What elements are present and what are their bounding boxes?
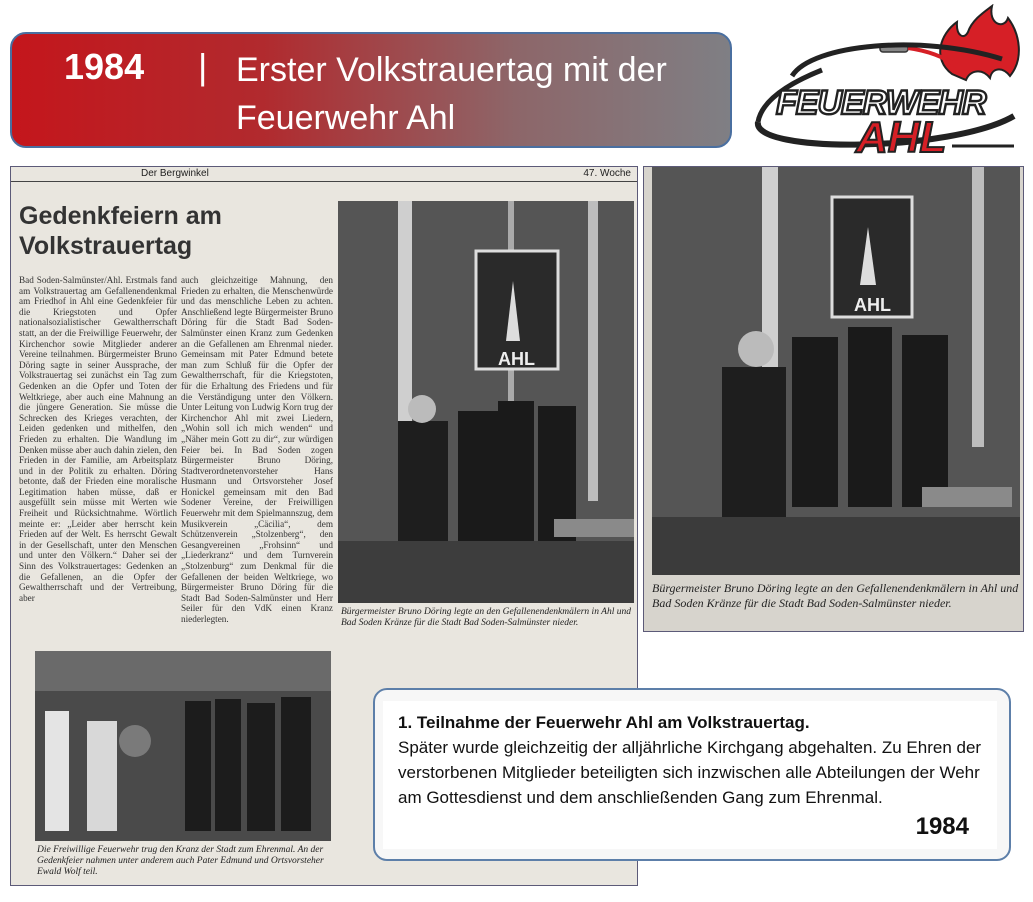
title-banner	[10, 32, 732, 148]
photo-caption-right: Bürgermeister Bruno Döring legte an den Gefallenendenkmälern in Ahl und Bad Soden Kränze für die Stadt Bad Soden-Salmünster nieder.	[652, 581, 1019, 610]
banner-year: 1984	[64, 46, 145, 87]
newspaper-headline: Gedenkfeiern am Volkstrauertag	[19, 202, 222, 260]
info-headline: 1. Teilnahme der Feuerwehr Ahl am Volkstrauertag.	[398, 713, 810, 732]
svg-text:AHL: AHL	[854, 295, 891, 315]
info-year: 1984	[915, 813, 969, 840]
info-box-inner	[383, 701, 997, 849]
newspaper-name: Der Bergwinkel	[141, 168, 209, 179]
info-text	[398, 710, 998, 810]
flame-icon	[940, 6, 1019, 80]
newspaper-week: 47. Woche	[583, 168, 631, 179]
banner-separator: |	[198, 46, 208, 87]
memorial-photo-closeup	[652, 167, 1020, 575]
svg-text:AHL: AHL	[498, 349, 535, 369]
photo-clipping-right	[643, 166, 1024, 632]
photo-caption-memorial: Bürgermeister Bruno Döring legte an den Gefallenendenkmälern in Ahl und Bad Soden Kränze für die Stadt Bad Soden-Salmünster nieder.	[341, 607, 631, 628]
info-box	[373, 688, 1011, 861]
photo-caption-procession: Die Freiwillige Feuerwehr trug den Kranz der Stadt zum Ehrenmal. An der Gedenkfeier nahmen unter anderem auch Pater Edmund und Ortsvorsteher Ewald Wolf teil.	[37, 845, 324, 877]
feuerwehr-ahl-logo	[752, 4, 1030, 156]
article-column-1: Bad Soden-Salmünster/Ahl. Erstmals fand am Volkstrauertag am Gefallenendenkmal am Friedhof in Ahl eine Gedenkfeier für die Kriegstoten und Opfer nationalsozialistischer Gewaltherrschaft statt, an der die Freiwillige Feuerwehr, der Kirchenchor sowie Mitglieder anderer Vereine teilnahmen. Bürgermeister Bruno Döring sagte in seiner Aussprache, der Volkstrauertag sei zunächst ein Tag zum Gedenken an die Opfer und Toten der Weltkriege, aber auch eine Mahnung an die jüngere Generation. Sie müsse die Schrecken des Krieges verachten, der Leiden gedenken und mithelfen, den Frieden zu erhalten. Die Wandlung im Denken müsse aber auch dahin zielen, den Frieden in der Familie, am Arbeitsplatz und in der Politik zu erhalten. Döring betonte, daß der Frieden eine moralische Legitimation haben müsse, daß er ausgefüllt sein müsse mit Werten wie Freiheit und Rücksichtnahme. Wörtlich meinte er: „Leider aber herrscht kein Frieden auf der Welt. Es herrscht Gewalt in der Gesellschaft, unter den Menschen und unter den Völkern.“ Daher sei der Sinn des Volkstrauertages: Gedenken an die Gefallenen, an die Opfer der Gewaltherrschaft und der Vertreibung, aber	[19, 275, 177, 603]
banner-title: Erster Volkstrauertag mit der Feuerwehr Ahl	[236, 51, 667, 137]
newspaper-header	[11, 167, 637, 182]
wreath-procession-photo	[35, 651, 331, 841]
memorial-photo	[338, 201, 634, 603]
svg-text:FEUERWEHR: FEUERWEHR	[776, 84, 986, 122]
article-column-2: auch gleichzeitige Mahnung, den Frieden zu erhalten, die Menschenwürde und das menschliche Leben zu achten. Anschließend legte Bürgermeister Bruno Döring für die Stadt Bad Soden-Salmünster einen Kranz zum Gedenken an die Gefallenen am Ehrenmal nieder. Gemeinsam mit Pater Edmund betete man zum Schluß für die Opfer der Gewaltherrschaft, für die Kriegstoten, für die Erhaltung des Friedens und für die Verständigung unter den Völkern. Unter Leitung von Ludwig Korn trug der Kirchenchor Ahl mit zwei Liedern, „Wohin soll ich mich wenden“ und „Näher mein Gott zu dir“, zur würdigen Feier bei. In Bad Soden zogen Bürgermeister Bruno Döring, Stadtverordnetenvorsteher Hans Husmann und Ortsvorsteher Josef Honickel gemeinsam mit den Bad Sodener Vereine, der Freiwilligen Feuerwehr mit dem Spielmannszug, dem Musikverein „Cäcilia“, dem Schützenverein „Stolzenberg“, den Gesangvereinen „Frohsinn“ und „Liederkranz“ und dem Turnverein „Stolzenburg“ zum Denkmal für die Gefallenen der beiden Weltkriege, wo Bürgermeister Bruno Döring für die Stadt Bad Soden-Salmünster und Herr Seiler für den VdK einen Kranz niederlegten.	[181, 275, 333, 624]
info-body: Später wurde gleichzeitig der alljährliche Kirchgang abgehalten. Zu Ehren der verstorbenen Mitglieder beteiligten sich inzwischen alle Abteilungen der Wehr am Gottesdienst und dem anschließenden Gang zum Ehrenmal.	[398, 738, 982, 807]
svg-text:AHL: AHL	[856, 113, 947, 156]
